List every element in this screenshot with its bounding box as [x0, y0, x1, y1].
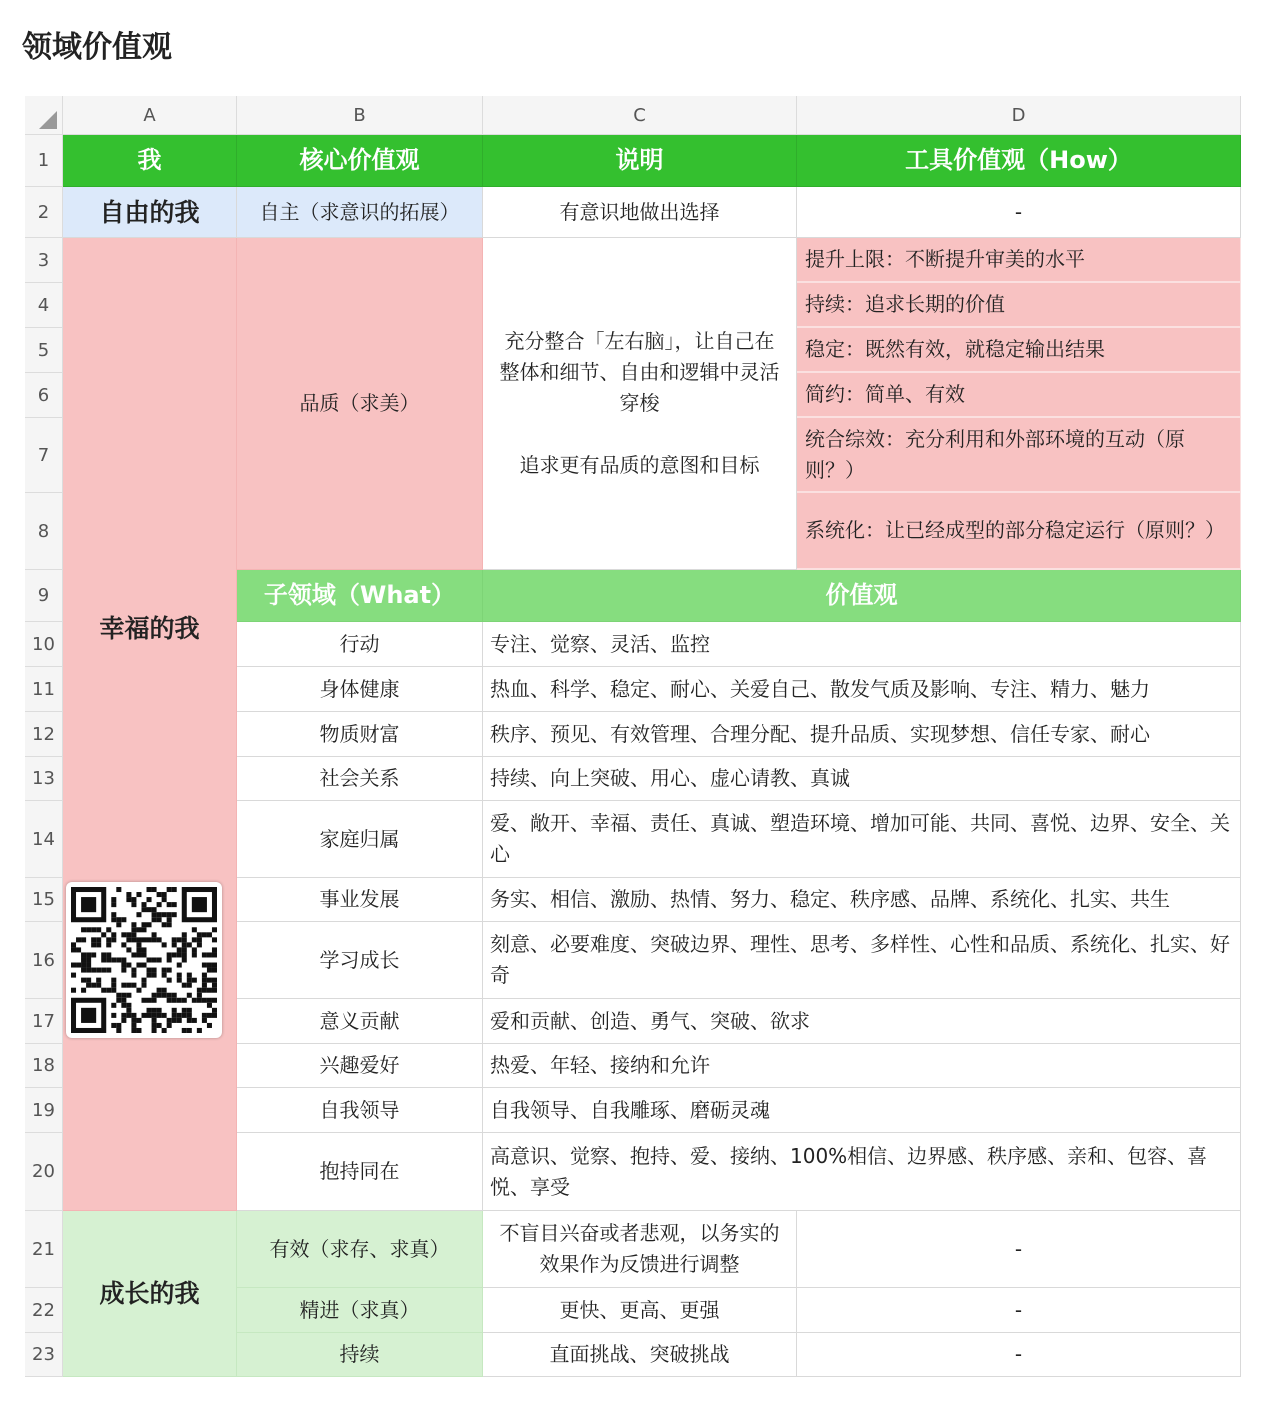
row-number[interactable]: 1	[25, 135, 63, 187]
growth-core-value-cell[interactable]: 精进（求真）	[237, 1288, 483, 1333]
subdomain-name-cell[interactable]: 社会关系	[237, 757, 483, 801]
row-number[interactable]: 22	[25, 1288, 63, 1333]
select-all-icon	[39, 111, 57, 129]
growth-description-cell[interactable]: 直面挑战、突破挑战	[483, 1333, 797, 1377]
row-number[interactable]: 21	[25, 1211, 63, 1288]
free-me-cell[interactable]: 自由的我	[63, 187, 237, 238]
row-number[interactable]: 14	[25, 801, 63, 878]
growth-tool-cell[interactable]: -	[797, 1333, 1241, 1377]
column-header-b[interactable]: B	[237, 96, 483, 135]
row-number[interactable]: 17	[25, 999, 63, 1044]
quality-core-value-cell[interactable]: 品质（求美）	[237, 238, 483, 570]
quality-goal-line: 追求更有品质的意图和目标	[519, 453, 760, 477]
subdomain-name-cell[interactable]: 兴趣爱好	[237, 1044, 483, 1088]
subdomain-values-cell[interactable]: 专注、觉察、灵活、监控	[483, 622, 1241, 667]
subdomain-values-cell[interactable]: 热血、科学、稳定、耐心、关爱自己、散发气质及影响、专注、精力、魅力	[483, 667, 1241, 712]
quality-description-cell[interactable]	[483, 238, 797, 570]
row-number[interactable]: 20	[25, 1133, 63, 1211]
subdomain-values-cell[interactable]: 持续、向上突破、用心、虚心请教、真诚	[483, 757, 1241, 801]
subdomain-values-cell[interactable]: 自我领导、自我雕琢、磨砺灵魂	[483, 1088, 1241, 1133]
qr-code-image	[66, 882, 222, 1038]
subdomain-name-cell[interactable]: 行动	[237, 622, 483, 667]
row-number[interactable]: 8	[25, 493, 63, 570]
subdomain-name-cell[interactable]: 抱持同在	[237, 1133, 483, 1211]
happy-me-cell[interactable]	[63, 238, 237, 1211]
subdomain-name-cell[interactable]: 家庭归属	[237, 801, 483, 878]
row-number[interactable]: 2	[25, 187, 63, 238]
growth-me-cell[interactable]: 成长的我	[63, 1211, 237, 1377]
growth-tool-cell[interactable]: -	[797, 1288, 1241, 1333]
subdomain-values-cell[interactable]: 热爱、年轻、接纳和允许	[483, 1044, 1241, 1088]
row-number[interactable]: 7	[25, 418, 63, 493]
row-number[interactable]: 10	[25, 622, 63, 667]
happy-me-label: 幸福的我	[99, 613, 200, 643]
tool-value-cell[interactable]: 稳定：既然有效，就稳定输出结果	[797, 328, 1241, 373]
growth-description-cell[interactable]: 不盲目兴奋或者悲观，以务实的效果作为反馈进行调整	[483, 1211, 797, 1288]
growth-core-value-cell[interactable]: 有效（求存、求真）	[237, 1211, 483, 1288]
spreadsheet	[25, 96, 1241, 1377]
page-title: 领域价值观	[22, 30, 172, 65]
row-number[interactable]: 6	[25, 373, 63, 418]
column-header-d[interactable]: D	[797, 96, 1241, 135]
row-number[interactable]: 12	[25, 712, 63, 757]
header-core-values[interactable]: 核心价值观	[237, 135, 483, 187]
free-description-cell[interactable]: 有意识地做出选择	[483, 187, 797, 238]
subdomain-values-cell[interactable]: 务实、相信、激励、热情、努力、稳定、秩序感、品牌、系统化、扎实、共生	[483, 878, 1241, 922]
subdomain-name-cell[interactable]: 意义贡献	[237, 999, 483, 1044]
subdomain-name-cell[interactable]: 身体健康	[237, 667, 483, 712]
subdomain-values-cell[interactable]: 秩序、预见、有效管理、合理分配、提升品质、实现梦想、信任专家、耐心	[483, 712, 1241, 757]
row-number[interactable]: 18	[25, 1044, 63, 1088]
column-header-c[interactable]: C	[483, 96, 797, 135]
tool-value-cell[interactable]: 简约：简单、有效	[797, 373, 1241, 418]
subdomain-values-cell[interactable]: 爱和贡献、创造、勇气、突破、欲求	[483, 999, 1241, 1044]
growth-description-cell[interactable]: 更快、更高、更强	[483, 1288, 797, 1333]
row-number[interactable]: 15	[25, 878, 63, 922]
subdomain-name-cell[interactable]: 事业发展	[237, 878, 483, 922]
subdomain-name-cell[interactable]: 学习成长	[237, 922, 483, 999]
growth-tool-cell[interactable]: -	[797, 1211, 1241, 1288]
row-number[interactable]: 13	[25, 757, 63, 801]
row-number[interactable]: 9	[25, 570, 63, 622]
subdomain-name-cell[interactable]: 自我领导	[237, 1088, 483, 1133]
subdomain-values-cell[interactable]: 高意识、觉察、抱持、爱、接纳、100%相信、边界感、秩序感、亲和、包容、喜悦、享受	[483, 1133, 1241, 1211]
tool-value-cell[interactable]: 系统化：让已经成型的部分稳定运行（原则？）	[797, 493, 1241, 570]
quality-description-line: 充分整合「左右脑」，让自己在整体和细节、自由和逻辑中灵活穿梭	[499, 329, 780, 415]
free-tool-cell[interactable]: -	[797, 187, 1241, 238]
subdomain-header[interactable]: 子领域（What）	[237, 570, 483, 622]
row-number[interactable]: 5	[25, 328, 63, 373]
header-me[interactable]: 我	[63, 135, 237, 187]
column-header-a[interactable]: A	[63, 96, 237, 135]
values-header[interactable]: 价值观	[483, 570, 1241, 622]
tool-value-cell[interactable]: 统合综效：充分利用和外部环境的互动（原则？）	[797, 418, 1241, 493]
header-description[interactable]: 说明	[483, 135, 797, 187]
growth-core-value-cell[interactable]: 持续	[237, 1333, 483, 1377]
subdomain-values-cell[interactable]: 刻意、必要难度、突破边界、理性、思考、多样性、心性和品质、系统化、扎实、好奇	[483, 922, 1241, 999]
tool-value-cell[interactable]: 持续：追求长期的价值	[797, 283, 1241, 328]
subdomain-values-cell[interactable]: 爱、敞开、幸福、责任、真诚、塑造环境、增加可能、共同、喜悦、边界、安全、关心	[483, 801, 1241, 878]
header-tool-values[interactable]: 工具价值观（How）	[797, 135, 1241, 187]
tool-value-cell[interactable]: 提升上限：不断提升审美的水平	[797, 238, 1241, 283]
row-number[interactable]: 3	[25, 238, 63, 283]
row-number[interactable]: 4	[25, 283, 63, 328]
subdomain-name-cell[interactable]: 物质财富	[237, 712, 483, 757]
qr-code-icon	[71, 887, 217, 1033]
row-number[interactable]: 19	[25, 1088, 63, 1133]
row-number[interactable]: 11	[25, 667, 63, 712]
select-all-corner[interactable]	[25, 96, 63, 135]
row-number[interactable]: 16	[25, 922, 63, 999]
row-number[interactable]: 23	[25, 1333, 63, 1377]
free-core-value-cell[interactable]: 自主（求意识的拓展）	[237, 187, 483, 238]
